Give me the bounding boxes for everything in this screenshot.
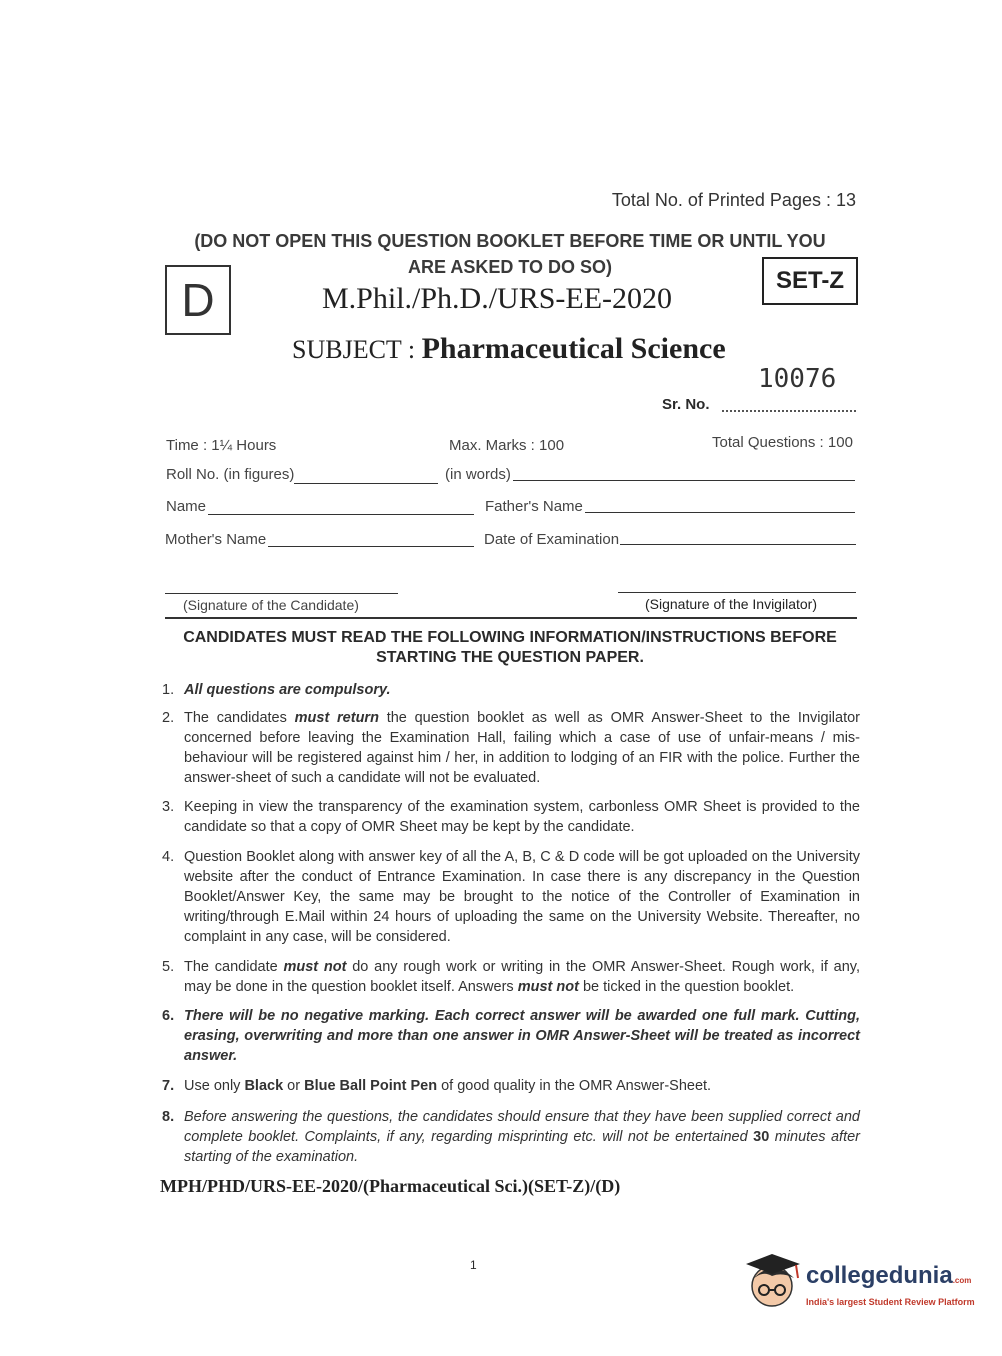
logo-tagline: India's largest Student Review Platform [806,1297,975,1307]
instruction-number: 1. [162,682,175,698]
instruction-number: 5. [162,959,175,975]
name-label: Name [166,498,207,515]
set-badge: SET-Z [762,257,858,305]
invigilator-signature-line[interactable] [618,592,856,593]
collegedunia-logo-text [806,1262,971,1290]
instruction-item-2 [162,708,860,788]
booklet-code: D [165,265,231,335]
serial-number: 10076 [758,364,837,394]
candidate-signature-label: (Signature of the Candidate) [183,597,359,613]
roll-words-line[interactable] [513,480,855,481]
instruction-text: The candidate must not do any rough work or writing in the OMR Answer-Sheet. Rough work, if any, may be done in the question booklet itself. Answers must not be ticked in the question booklet. [184,959,861,995]
time-label: Time : 1¼ Hours [166,437,277,454]
instruction-number: 7. [162,1078,175,1094]
instruction-item-7 [162,1076,860,1096]
instruction-text: Keeping in view the transparency of the examination system, carbonless OMR Sheet is provided to the candidate so that a copy of OMR Sheet may be kept by the candidate. [184,799,860,835]
instruction-number: 2. [162,710,175,726]
instruction-item-5 [162,957,860,997]
exam-title: M.Phil./Ph.D./URS-EE-2020 [322,282,673,315]
instruction-number: 4. [162,849,175,865]
divider [165,617,857,619]
instruction-item-4 [162,847,860,947]
fathers-name-label: Father's Name [485,498,583,515]
name-line[interactable] [208,514,474,515]
subject-line [292,332,726,366]
notice-line-2: ARE ASKED TO DO SO) [407,257,613,277]
subject-label: SUBJECT : [292,335,422,364]
instruction-number: 8. [162,1109,175,1125]
instruction-item-1 [162,680,860,700]
roll-words-label: (in words) [445,466,511,483]
notice-line-1: (DO NOT OPEN THIS QUESTION BOOKLET BEFORE TIME OR UNTIL YOU [194,231,826,251]
footer-code: MPH/PHD/URS-EE-2020/(Pharmaceutical Sci.)(SET-Z)/(D) [160,1176,621,1196]
subject-name: Pharmaceutical Science [421,332,726,365]
serial-label: Sr. No. [662,396,710,413]
instruction-item-8 [162,1107,860,1167]
date-of-exam-line[interactable] [620,544,856,545]
instruction-text: There will be no negative marking. Each correct answer will be awarded one full mark. Cutting, erasing, overwriting and more than one answer in OMR Answer-Sheet will be treated as incorrect answer. [184,1008,860,1064]
fathers-name-line[interactable] [585,512,855,513]
total-pages: Total No. of Printed Pages : 13 [611,190,856,210]
roll-figures-line[interactable] [294,483,438,484]
candidate-signature-line[interactable] [165,593,398,594]
time-field [166,437,276,454]
instruction-text: Before answering the questions, the candidates should ensure that they have been supplied correct and complete booklet. Complaints, if any, regarding misprinting etc. will not be entertained 30 minutes after starting of the examination. [184,1109,860,1165]
instruction-number: 6. [162,1008,175,1024]
instruction-item-6 [162,1006,860,1066]
serial-dotted-line [722,398,856,412]
instruction-text: The candidates must return the question booklet as well as OMR Answer-Sheet to the Invigilator concerned before leaving the Examination Hall, failing which a case of use of unfair-means / mis-behaviour will be registered against him / her, in addition to lodging of an FIR with the police. Further the answer-sheet of such a candidate will not be evaluated. [184,710,860,786]
collegedunia-mascot-icon [742,1250,804,1312]
instructions-heading [150,628,870,668]
instruction-number: 3. [162,799,175,815]
max-marks-field: Max. Marks : 100 [449,437,565,454]
instruction-text: Use only Black or Blue Ball Point Pen of good quality in the OMR Answer-Sheet. [184,1078,712,1094]
mothers-name-line[interactable] [268,546,474,547]
mothers-name-label: Mother's Name [165,531,267,548]
date-of-exam-label: Date of Examination [484,531,620,548]
instruction-text: Question Booklet along with answer key of all the A, B, C & D code will be got uploaded on the University website after the conduct of Entrance Examination. In case there is any discrepancy in the Question Booklet/Answer Key, the same may be brought to the notice of the Controller of Examination in writing/through E.Mail within 24 hours of uploading the same on the University Website. Thereafter, no complaint in any case, will be considered. [184,849,860,945]
total-questions-field: Total Questions : 100 [712,434,853,451]
instructions-heading-line-1: CANDIDATES MUST READ THE FOLLOWING INFORMATION/INSTRUCTIONS BEFORE [183,629,837,646]
invigilator-signature-label: (Signature of the Invigilator) [645,596,817,612]
logo-suffix: .com [952,1276,972,1285]
page-number: 1 [470,1258,477,1272]
logo-name: collegedunia [806,1262,953,1289]
roll-figures-label: Roll No. (in figures) [166,466,295,483]
instruction-item-3 [162,797,860,837]
instructions-heading-line-2: STARTING THE QUESTION PAPER. [376,649,644,666]
instruction-text: All questions are compulsory. [184,682,391,698]
